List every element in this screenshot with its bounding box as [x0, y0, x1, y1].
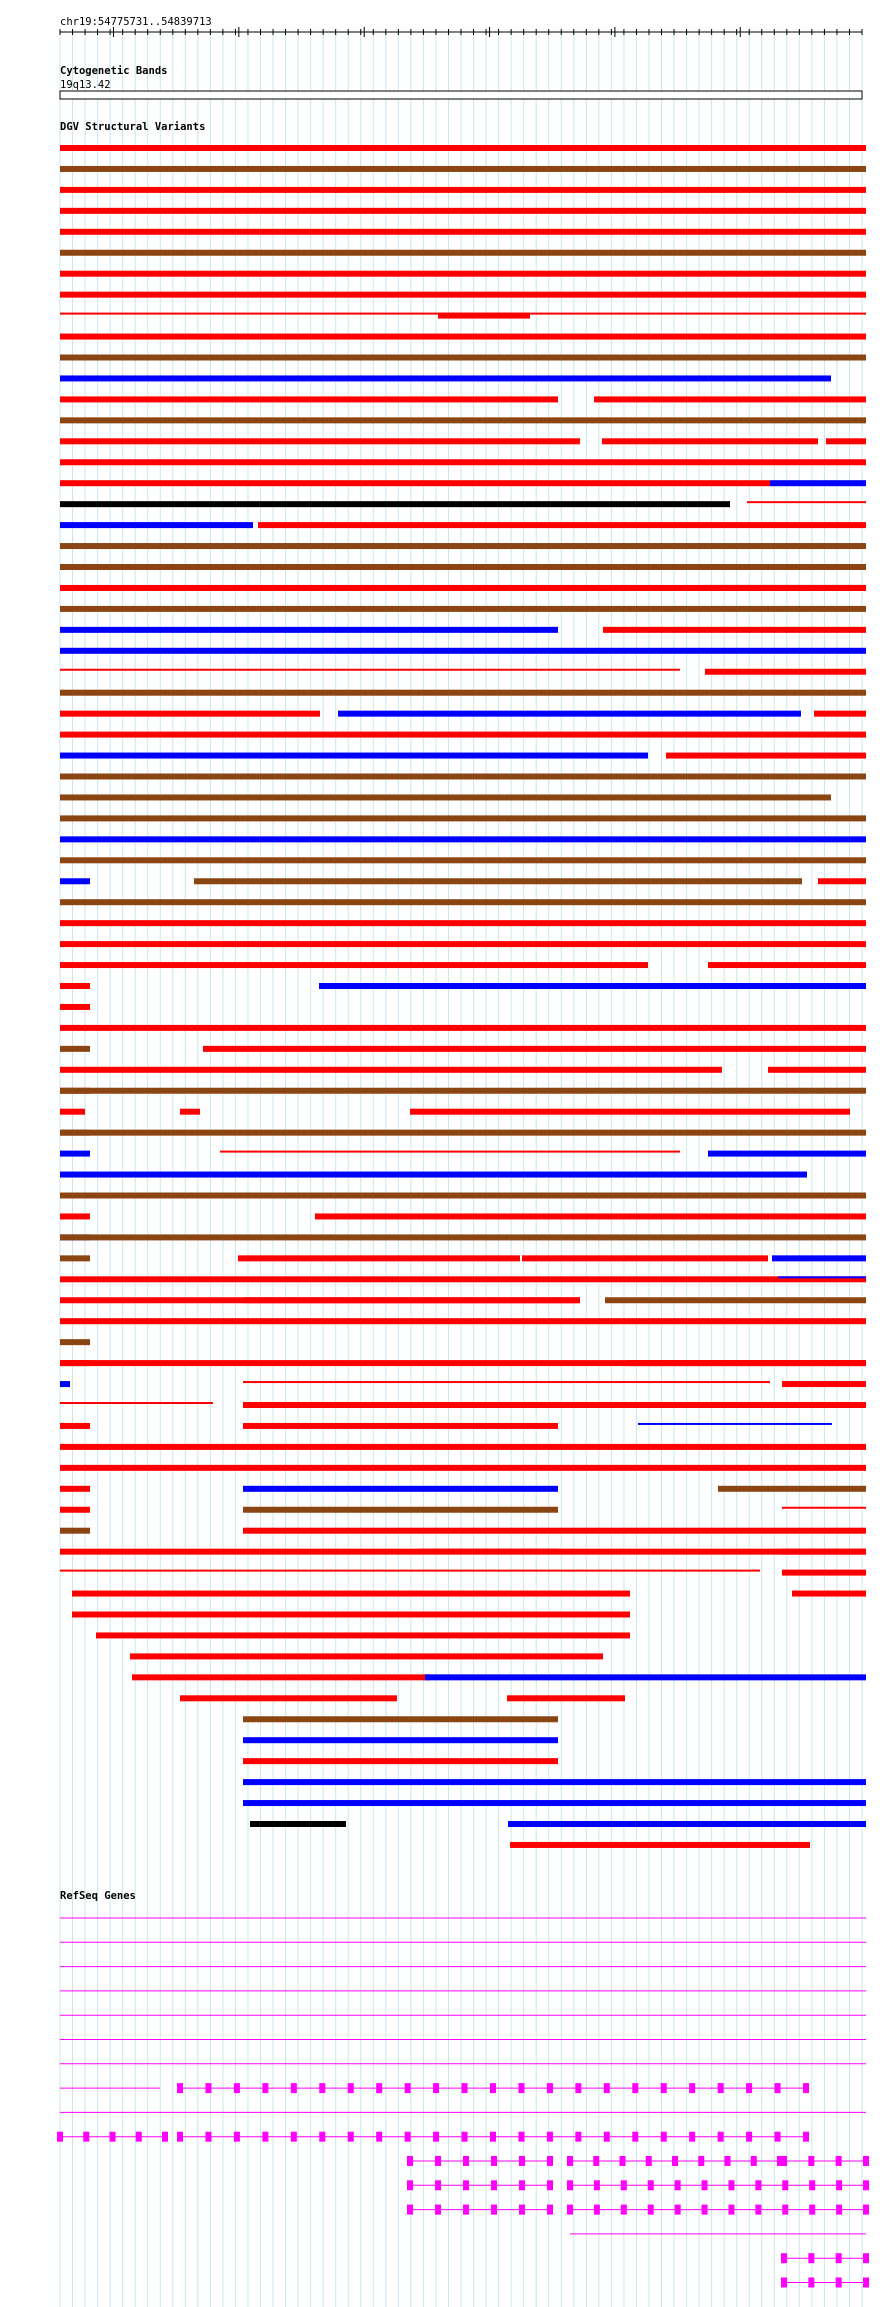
gene-exon	[567, 2156, 573, 2166]
gene-exon	[319, 2083, 325, 2093]
gene-exon	[836, 2156, 842, 2166]
gene-exon	[751, 2156, 757, 2166]
variant-bar	[60, 1025, 866, 1031]
gene-exon	[728, 2180, 734, 2190]
variant-bar	[782, 1549, 866, 1555]
gene-exon	[809, 2180, 815, 2190]
gene-exon	[689, 2132, 695, 2142]
variant-bar	[747, 501, 866, 503]
variant-bar	[60, 1423, 90, 1429]
variant-bar	[60, 501, 730, 507]
variant-bar	[782, 1381, 866, 1387]
variant-bar	[130, 1653, 603, 1659]
variant-bar	[60, 145, 866, 151]
variant-bar	[243, 1402, 866, 1408]
variant-bar	[60, 1004, 90, 1010]
gene-exon	[407, 2205, 413, 2215]
gene-exon	[863, 2156, 869, 2166]
gene-exon	[463, 2180, 469, 2190]
variant-bar	[410, 1109, 850, 1115]
gene-exon	[782, 2180, 788, 2190]
gene-exon	[405, 2132, 411, 2142]
variant-bar	[132, 1674, 430, 1680]
gene-exon	[262, 2083, 268, 2093]
gene-exon	[376, 2132, 382, 2142]
variant-bar	[243, 1758, 558, 1764]
gene-exon	[632, 2132, 638, 2142]
gene-exon	[435, 2180, 441, 2190]
variant-bar	[602, 438, 818, 444]
variant-bar	[60, 438, 580, 444]
variant-bar	[782, 1570, 866, 1576]
cytoband-track-title: Cytogenetic Bands	[60, 65, 168, 77]
gene-exon	[803, 2083, 809, 2093]
gene-exon	[863, 2278, 869, 2288]
gene-exon	[675, 2180, 681, 2190]
gene-exon	[781, 2253, 787, 2263]
variant-bar	[60, 1046, 90, 1052]
variant-bar	[60, 815, 866, 821]
variant-bar	[72, 1612, 630, 1618]
variant-bar	[60, 375, 831, 381]
gene-exon	[809, 2205, 815, 2215]
variant-bar	[627, 1360, 866, 1366]
gene-exon	[547, 2132, 553, 2142]
variant-bar	[60, 396, 558, 402]
gene-exon	[177, 2132, 183, 2142]
variant-bar	[818, 878, 866, 884]
gene-exon	[728, 2205, 734, 2215]
variant-bar	[792, 1591, 866, 1597]
gene-exon	[621, 2180, 627, 2190]
gene-exon	[746, 2132, 752, 2142]
variant-bar	[60, 292, 866, 298]
gene-exon	[463, 2156, 469, 2166]
variant-bar	[60, 836, 866, 842]
gene-exon	[547, 2156, 553, 2166]
variant-bar	[203, 1046, 866, 1052]
variant-bar	[594, 396, 866, 402]
variant-bar	[638, 1423, 832, 1425]
variant-bar	[60, 459, 866, 465]
gene-exon	[672, 2156, 678, 2166]
gene-exon	[567, 2205, 573, 2215]
gene-exon	[604, 2083, 610, 2093]
variant-bar	[250, 1821, 346, 1827]
gene-exon	[863, 2205, 869, 2215]
gene-exon	[519, 2156, 525, 2166]
variant-bar	[243, 1528, 866, 1534]
variant-bar	[770, 480, 866, 486]
variant-bar	[338, 711, 801, 717]
gene-exon	[491, 2205, 497, 2215]
variant-bar	[243, 1507, 558, 1513]
gene-exon	[435, 2156, 441, 2166]
gene-exon	[803, 2132, 809, 2142]
variant-bar	[60, 522, 253, 528]
variant-bar	[60, 1130, 866, 1136]
gene-exon	[702, 2205, 708, 2215]
gene-exon	[781, 2156, 787, 2166]
gene-exon	[620, 2156, 626, 2166]
dgv-track-title: DGV Structural Variants	[60, 121, 206, 133]
variant-bar	[60, 355, 866, 361]
gene-exon	[433, 2083, 439, 2093]
gene-exon	[746, 2083, 752, 2093]
gene-exon	[234, 2132, 240, 2142]
variant-bar	[60, 1109, 85, 1115]
variant-bar	[60, 627, 558, 633]
variant-bar	[60, 1193, 866, 1199]
variant-bar	[60, 1381, 70, 1387]
gene-exon	[836, 2205, 842, 2215]
variant-bar	[60, 857, 866, 863]
gene-exon	[407, 2156, 413, 2166]
variant-bar	[60, 1318, 866, 1324]
gene-exon	[782, 2205, 788, 2215]
gene-exon	[433, 2132, 439, 2142]
gene-exon	[675, 2205, 681, 2215]
variant-bar	[243, 1716, 558, 1722]
gene-exon	[836, 2180, 842, 2190]
gene-exon	[593, 2156, 599, 2166]
variant-bar	[508, 1821, 866, 1827]
variant-bar	[60, 250, 866, 256]
variant-bar	[180, 1695, 397, 1701]
gene-exon	[661, 2083, 667, 2093]
variant-bar	[258, 522, 866, 528]
gene-exon	[348, 2083, 354, 2093]
variant-bar	[60, 1276, 866, 1282]
variant-bar	[60, 166, 866, 172]
variant-bar	[243, 1779, 866, 1785]
variant-bar	[315, 1213, 866, 1219]
gene-exon	[808, 2278, 814, 2288]
variant-bar	[60, 417, 866, 423]
gene-exon	[567, 2180, 573, 2190]
gene-exon	[234, 2083, 240, 2093]
gene-exon	[863, 2253, 869, 2263]
variant-bar	[522, 1255, 768, 1261]
gene-exon	[718, 2132, 724, 2142]
variant-bar	[243, 1800, 866, 1806]
gene-exon	[755, 2205, 761, 2215]
cytoband-bar	[60, 91, 862, 99]
position-label: chr19:54775731..54839713	[60, 16, 212, 28]
gene-exon	[594, 2205, 600, 2215]
variant-bar	[60, 1465, 866, 1471]
gene-exon	[702, 2180, 708, 2190]
gene-exon	[490, 2132, 496, 2142]
gene-exon	[781, 2278, 787, 2288]
gene-exon	[491, 2180, 497, 2190]
variant-bar	[718, 1486, 866, 1492]
gene-exon	[519, 2205, 525, 2215]
variant-bar	[60, 648, 866, 654]
variant-bar	[60, 1570, 760, 1572]
gene-exon	[205, 2083, 211, 2093]
variant-bar	[60, 753, 648, 759]
variant-bar	[60, 543, 866, 549]
gene-exon	[136, 2132, 142, 2142]
gene-exon	[594, 2180, 600, 2190]
variant-bar	[702, 585, 866, 591]
variant-bar	[60, 564, 866, 570]
gene-exon	[407, 2180, 413, 2190]
variant-bar	[60, 1255, 90, 1261]
variant-bar	[510, 1842, 810, 1848]
refseq-track-title: RefSeq Genes	[60, 1890, 136, 1902]
variant-bar	[238, 1255, 520, 1261]
variant-bar	[60, 1486, 90, 1492]
variant-bar	[60, 1213, 90, 1219]
gene-exon	[808, 2156, 814, 2166]
variant-bar	[60, 669, 680, 671]
gene-exon	[755, 2180, 761, 2190]
variant-bar	[243, 1737, 558, 1743]
gene-exon	[725, 2156, 731, 2166]
gene-exon	[291, 2132, 297, 2142]
variant-bar	[60, 1339, 90, 1345]
variant-bar	[194, 878, 802, 884]
variant-bar	[705, 669, 866, 675]
variant-bar	[814, 711, 866, 717]
variant-bar	[60, 1234, 866, 1240]
grid-lines	[60, 32, 862, 2307]
variant-bar	[60, 878, 90, 884]
variant-bar	[60, 962, 648, 968]
gene-exon	[319, 2132, 325, 2142]
variant-bar	[60, 1151, 90, 1157]
gene-exon	[661, 2132, 667, 2142]
dgv-track	[60, 121, 866, 1848]
gene-exon	[632, 2083, 638, 2093]
gene-exon	[57, 2132, 63, 2142]
gene-exon	[547, 2205, 553, 2215]
variant-bar	[603, 627, 866, 633]
gene-exon	[836, 2278, 842, 2288]
gene-exon	[491, 2156, 497, 2166]
refseq-track	[57, 1890, 869, 2288]
gene-exon	[435, 2205, 441, 2215]
variant-bar	[96, 1632, 630, 1638]
variant-bar	[60, 271, 866, 277]
variant-bar	[60, 983, 90, 989]
gene-exon	[462, 2083, 468, 2093]
gene-exon	[863, 2180, 869, 2190]
variant-bar	[60, 732, 866, 738]
gene-exon	[648, 2205, 654, 2215]
variant-bar	[60, 794, 831, 800]
gene-exon	[808, 2253, 814, 2263]
variant-bar	[60, 1088, 866, 1094]
variant-bar	[60, 920, 866, 926]
variant-bar	[60, 187, 866, 193]
variant-bar	[60, 208, 866, 214]
variant-bar	[243, 1381, 770, 1383]
variant-bar	[60, 1067, 722, 1073]
variant-bar	[60, 480, 770, 486]
variant-bar	[438, 313, 530, 319]
variant-bar	[60, 774, 866, 780]
variant-bar	[72, 1591, 630, 1597]
variant-bar	[243, 1297, 580, 1303]
variant-bar	[666, 753, 866, 759]
variant-bar	[60, 941, 866, 947]
variant-bar	[507, 1695, 625, 1701]
gene-exon	[646, 2156, 652, 2166]
gene-exon	[575, 2132, 581, 2142]
gene-exon	[689, 2083, 695, 2093]
gene-exon	[575, 2083, 581, 2093]
gene-exon	[547, 2083, 553, 2093]
cytoband-label: 19q13.42	[60, 79, 111, 91]
gene-exon	[405, 2083, 411, 2093]
gene-exon	[291, 2083, 297, 2093]
variant-bar	[768, 1067, 866, 1073]
gene-exon	[376, 2083, 382, 2093]
gene-exon	[604, 2132, 610, 2142]
gene-exon	[177, 2083, 183, 2093]
variant-bar	[180, 1109, 200, 1115]
gene-exon	[775, 2132, 781, 2142]
gene-exon	[83, 2132, 89, 2142]
variant-bar	[60, 229, 866, 235]
variant-bar	[60, 1528, 90, 1534]
gene-exon	[775, 2083, 781, 2093]
variant-bar	[60, 899, 866, 905]
gene-exon	[698, 2156, 704, 2166]
variant-bar	[319, 983, 866, 989]
gene-exon	[648, 2180, 654, 2190]
gene-exon	[462, 2132, 468, 2142]
variant-bar	[243, 1423, 558, 1429]
gene-exon	[262, 2132, 268, 2142]
variant-bar	[60, 606, 866, 612]
variant-bar	[60, 690, 866, 696]
variant-bar	[60, 1444, 866, 1450]
gene-exon	[836, 2253, 842, 2263]
gene-exon	[518, 2083, 524, 2093]
variant-bar	[243, 1486, 558, 1492]
gene-exon	[547, 2180, 553, 2190]
variant-bar	[60, 1402, 213, 1404]
variant-bar	[782, 1507, 866, 1509]
variant-bar	[60, 711, 320, 717]
variant-bar	[708, 1151, 866, 1157]
gene-exon	[519, 2180, 525, 2190]
gene-exon	[718, 2083, 724, 2093]
variant-bar	[778, 1276, 866, 1278]
gene-exon	[490, 2083, 496, 2093]
variant-bar	[220, 1151, 680, 1153]
variant-bar	[425, 1674, 866, 1680]
position-ruler	[60, 16, 862, 37]
variant-bar	[772, 1255, 866, 1261]
variant-bar	[826, 438, 866, 444]
variant-bar	[60, 334, 866, 340]
gene-exon	[110, 2132, 116, 2142]
variant-bar	[708, 962, 866, 968]
variant-bar	[60, 1172, 807, 1178]
variant-bar	[420, 1549, 558, 1551]
gene-exon	[348, 2132, 354, 2142]
gene-exon	[621, 2205, 627, 2215]
variant-bar	[605, 1297, 866, 1303]
gene-exon	[205, 2132, 211, 2142]
gene-exon	[463, 2205, 469, 2215]
gene-exon	[162, 2132, 168, 2142]
gene-exon	[518, 2132, 524, 2142]
variant-bar	[60, 1507, 90, 1513]
